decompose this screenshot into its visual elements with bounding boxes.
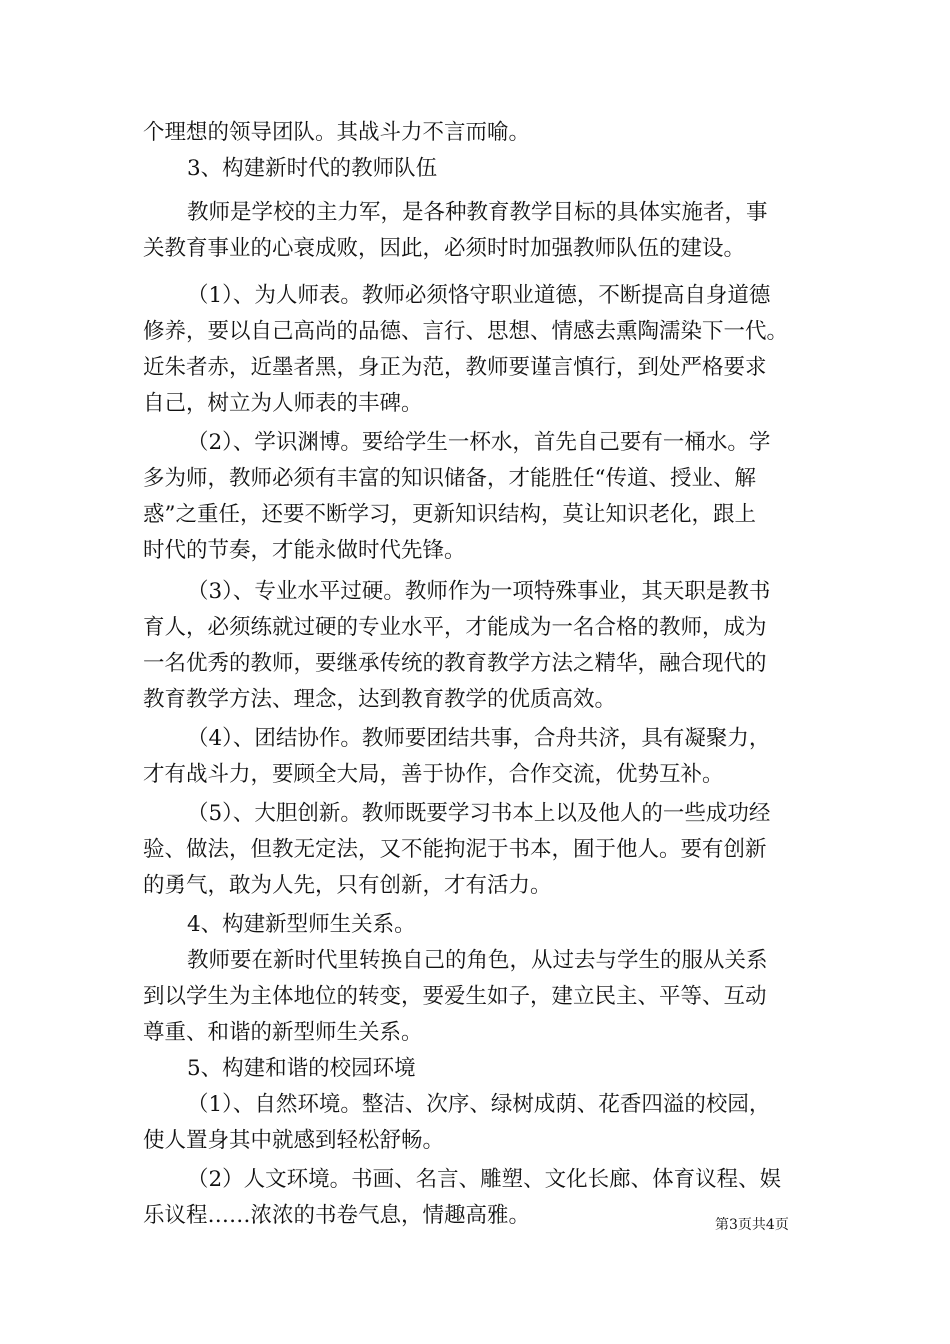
text-line: （2）人文环境。书画、名言、雕塑、文化长廊、体育议程、娱 xyxy=(187,1167,782,1192)
section-heading-3: 3、构建新时代的教师队伍 xyxy=(187,156,438,181)
text-line: （5）、大胆创新。教师既要学习书本上以及他人的一些成功经 xyxy=(187,801,771,826)
text-line: 使人置身其中就感到轻松舒畅。 xyxy=(143,1128,445,1153)
text-line: 近朱者赤，近墨者黑，身正为范，教师要谨言慎行，到处严格要求 xyxy=(143,355,767,380)
text-line: （3）、专业水平过硬。教师作为一项特殊事业，其天职是教书 xyxy=(187,579,771,604)
text-line: 关教育事业的心衰成败，因此，必须时时加强教师队伍的建设。 xyxy=(143,236,746,261)
text-line: （4）、团结协作。教师要团结共事，合舟共济，具有凝聚力， xyxy=(187,726,771,751)
text-line: 自己，树立为人师表的丰碑。 xyxy=(143,391,423,416)
text-line: 验、做法，但教无定法，又不能拘泥于书本，囿于他人。要有创新 xyxy=(143,837,767,862)
text-line: 时代的节奏，才能永做时代先锋。 xyxy=(143,538,466,563)
text-line: 个理想的领导团队。其战斗力不言而喻。 xyxy=(143,120,531,145)
text-line: 一名优秀的教师，要继承传统的教育教学方法之精华，融合现代的 xyxy=(143,651,767,676)
text-line: 教师要在新时代里转换自己的角色，从过去与学生的服从关系 xyxy=(187,948,768,973)
text-line: 尊重、和谐的新型师生关系。 xyxy=(143,1020,423,1045)
text-line: 教师是学校的主力军，是各种教育教学目标的具体实施者，事 xyxy=(187,200,768,225)
text-line: 乐议程……浓浓的书卷气息，情趣高雅。 xyxy=(143,1203,531,1228)
text-line: 才有战斗力，要顾全大局，善于协作，合作交流，优势互补。 xyxy=(143,762,724,787)
text-line: （2）、学识渊博。要给学生一杯水，首先自己要有一桶水。学 xyxy=(187,430,771,455)
text-line: 到以学生为主体地位的转变，要爱生如子，建立民主、平等、互动 xyxy=(143,984,767,1009)
section-heading-5: 5、构建和谐的校园环境 xyxy=(187,1056,416,1081)
page-number-footer: 第3页共4页 xyxy=(715,1217,789,1233)
text-line: 教育教学方法、理念，达到教育教学的优质高效。 xyxy=(143,687,617,712)
text-line: （1）、为人师表。教师必须恪守职业道德，不断提高自身道德 xyxy=(187,283,771,308)
text-line: 育人，必须练就过硬的专业水平，才能成为一名合格的教师，成为 xyxy=(143,615,767,640)
text-line: （1）、自然环境。整洁、次序、绿树成荫、花香四溢的校园， xyxy=(187,1092,771,1117)
text-line: 多为师，教师必须有丰富的知识储备，才能胜任“传道、授业、解 xyxy=(143,466,756,491)
section-heading-4: 4、构建新型师生关系。 xyxy=(187,912,416,937)
text-line: 的勇气，敢为人先，只有创新，才有活力。 xyxy=(143,873,552,898)
text-line: 惑”之重任，还要不断学习，更新知识结构，莫让知识老化，跟上 xyxy=(143,502,756,527)
text-line: 修养，要以自己高尚的品德、言行、思想、情感去熏陶濡染下一代。 xyxy=(143,319,789,344)
